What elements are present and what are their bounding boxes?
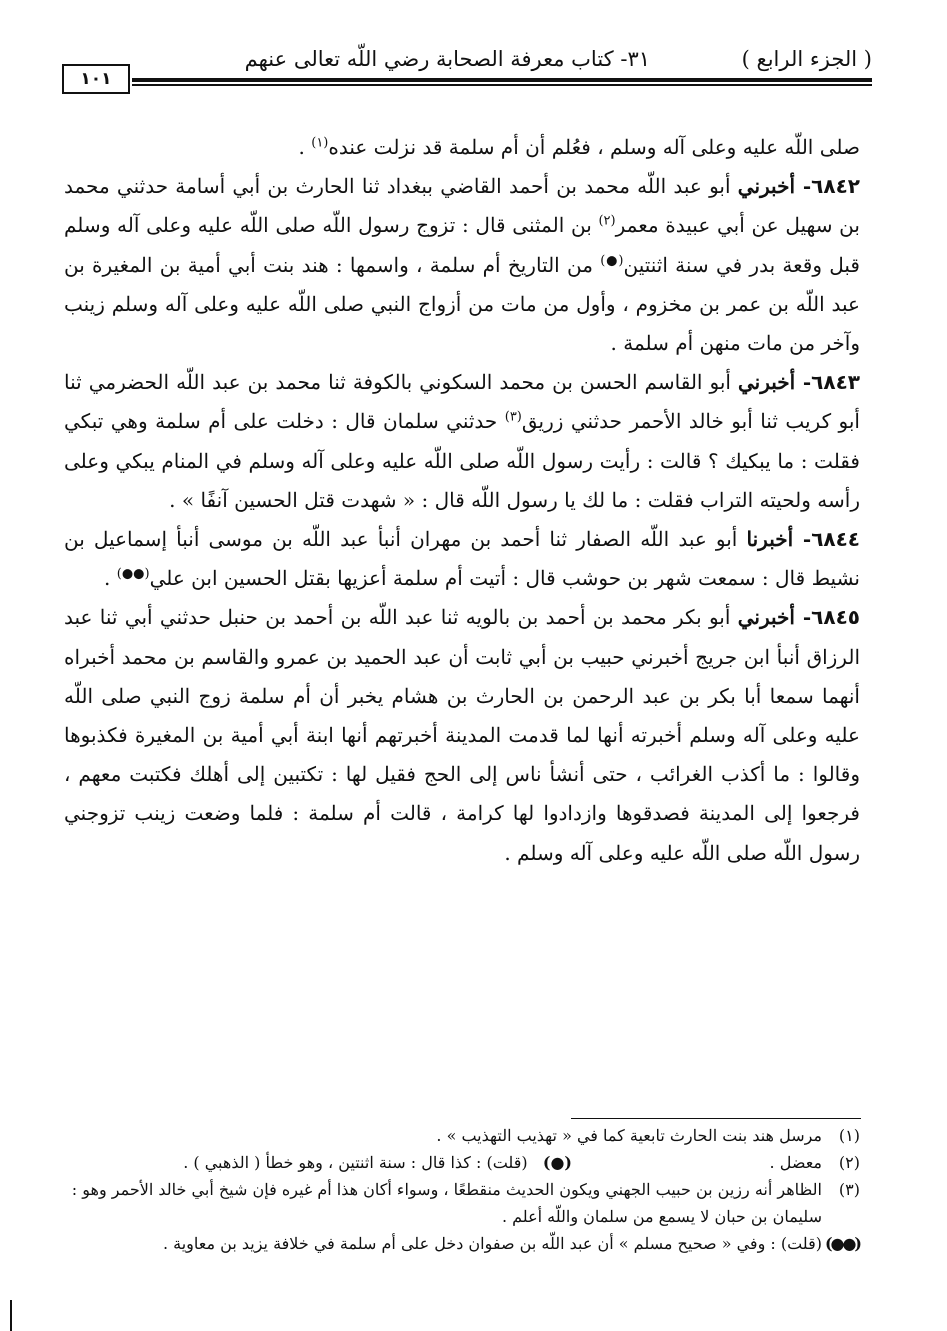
footnote-ref-double-dot: (●●)	[116, 566, 150, 582]
footnote-split-row	[64, 1149, 822, 1176]
paragraph-text: حدثني سلمان قال : دخلت على أم سلمة وهي تبكي فقلت : ما يبكيك ؟ قالت : رأيت رسول اللّه صلى اللّه عليه وعلى آله وسلم في المنام يبكي وعلى رأسه ولحيته التراب فقلت : ما لك يا رسول اللّه قال : « شهدت قتل الحسين آنفًا » .	[64, 409, 860, 512]
page-number: ١٠١	[62, 64, 130, 94]
main-text	[64, 128, 860, 873]
paragraph-text: .	[298, 135, 312, 159]
footnote-text: مرسل هند بنت الحارث تابعية كما في « تهذيب التهذيب » .	[436, 1126, 822, 1145]
page-edge-mark	[10, 1300, 12, 1331]
footnotes	[64, 1122, 860, 1257]
hadith-6845	[64, 598, 860, 872]
hadith-6842	[64, 167, 860, 363]
footnote-1	[64, 1122, 860, 1149]
paragraph-text: من التاريخ أم سلمة ، واسمها : هند بنت أبي أمية بن المغيرة بن عبد اللّه بن عمر بن مخزوم ، وأول من مات من أزواج النبي صلى اللّه عليه وعلى آله وسلم زينب وآخر من مات منهن أم سلمة .	[64, 252, 860, 356]
footnote-mark: (٣)	[838, 1180, 860, 1199]
chapter-title: ٣١- كتاب معرفة الصحابة رضي اللّه تعالى عنهم	[244, 47, 650, 71]
hadith-number: ٦٨٤٤	[811, 527, 861, 552]
hadith-keyword: - أخبرني	[737, 605, 812, 630]
hadith-keyword: - أخبرنا	[746, 527, 812, 552]
footnote-text: معضل .	[769, 1153, 822, 1172]
running-header	[60, 44, 872, 94]
paragraph-continuation	[64, 128, 860, 167]
footnote-ref-3: (٣)	[504, 409, 522, 425]
hadith-keyword: - أخبرني	[737, 174, 812, 199]
paragraph-text: أبو عبد اللّه الصفار ثنا أحمد بن مهران أنبأ عبد اللّه بن موسى أنبأ إسماعيل بن نشيط قال : سمعت شهر بن حوشب قال : أتيت أم سلمة أعزيها بقتل الحسين ابن علي	[64, 527, 860, 591]
paragraph-text: صلى اللّه عليه وعلى آله وسلم ، فعُلم أن أم سلمة قد نزلت عنده	[328, 135, 860, 159]
footnote-text: الظاهر أنه رزين بن حبيب الجهني ويكون الحديث منقطعًا ، وسواء أكان هذا أم غيره فإن شيخ أبي خالد الأحمر وهو : سليمان بن حبان لا يسمع من سلمان واللّه أعلم .	[71, 1180, 822, 1226]
paragraph-text: أبو بكر محمد بن أحمد بن بالويه ثنا عبد اللّه بن أحمد بن حنبل حدثني أبي ثنا عبد الرزاق أنبأ ابن جريج أخبرني حبيب بن أبي ثابت أن عبد الحميد بن عمرو والقاسم بن محمد أخبراه أنهما سمعا أبا بكر بن عبد الرحمن بن الحارث بن هشام يخبر أن أم سلمة زوج النبي صلى اللّه عليه وعلى آله وسلم أخبرته أنها لما قدمت المدينة أخبرتهم أنها ابنة أبي أمية بن المغيرة فكذبوها وقالوا : ما أكذب الغرائب ، حتى أنشأ ناس إلى الحج فقيل لها : تكتبين إلى أهلك فكتبت معهم ، فرجعوا إلى المدينة فصدقوها وازدادوا لها كرامة ، قالت أم سلمة : فلما وضعت زينب تزوجني رسول اللّه صلى اللّه عليه وعلى آله وسلم .	[64, 605, 860, 865]
hadith-number: ٦٨٤٢	[811, 174, 860, 199]
header-rule-thick	[132, 78, 872, 82]
footnote-mark: (●●)	[824, 1234, 860, 1253]
footnote-ref-2: (٢)	[598, 213, 616, 229]
hadith-6843	[64, 363, 860, 520]
hadith-6844	[64, 520, 860, 598]
footnote-mark: (١)	[838, 1126, 860, 1145]
hadith-number: ٦٨٤٥	[811, 605, 860, 630]
footnote-text: (قلت) : كذا قال : سنة اثنتين ، وهو خطأ ( الذهبي ) .	[183, 1153, 528, 1172]
footnote-separator	[571, 1118, 861, 1119]
paragraph-text: بن المثنى قال : تزوج رسول اللّه صلى اللّه عليه وعلى آله وسلم قبل وقعة بدر في سنة اثنتين	[64, 213, 860, 277]
paragraph-text: .	[104, 566, 117, 591]
header-rule-thin	[132, 84, 872, 86]
paragraph-text: أبو القاسم الحسن بن محمد السكوني بالكوفة ثنا محمد بن عبد اللّه الحضرمي ثنا أبو كريب ثنا أبو خالد الأحمر حدثني زريق	[64, 370, 860, 434]
footnote-mark-dot: (●)	[542, 1153, 572, 1172]
footnote-2	[64, 1149, 860, 1176]
footnote-4	[64, 1230, 860, 1257]
paragraph-text: أبو عبد اللّه محمد بن أحمد القاضي ببغداد ثنا الحارث بن أبي أسامة حدثني محمد بن سهيل عن أبي عبيدة معمر	[64, 174, 860, 238]
hadith-keyword: - أخبرني	[738, 370, 812, 395]
hadith-number: ٦٨٤٣	[811, 370, 860, 395]
footnote-dot-note	[64, 1149, 572, 1176]
footnote-text: (قلت) : وفي « صحيح مسلم » أن عبد اللّه بن صفوان دخل على أم سلمة في خلافة يزيد بن معاوية .	[162, 1234, 822, 1253]
footnote-ref-dot: (●)	[600, 252, 624, 268]
footnote-ref-1: (١)	[311, 135, 329, 151]
footnote-3	[64, 1176, 860, 1230]
volume-label: ( الجزء الرابع )	[741, 47, 872, 71]
footnote-mark: (٢)	[838, 1153, 860, 1172]
